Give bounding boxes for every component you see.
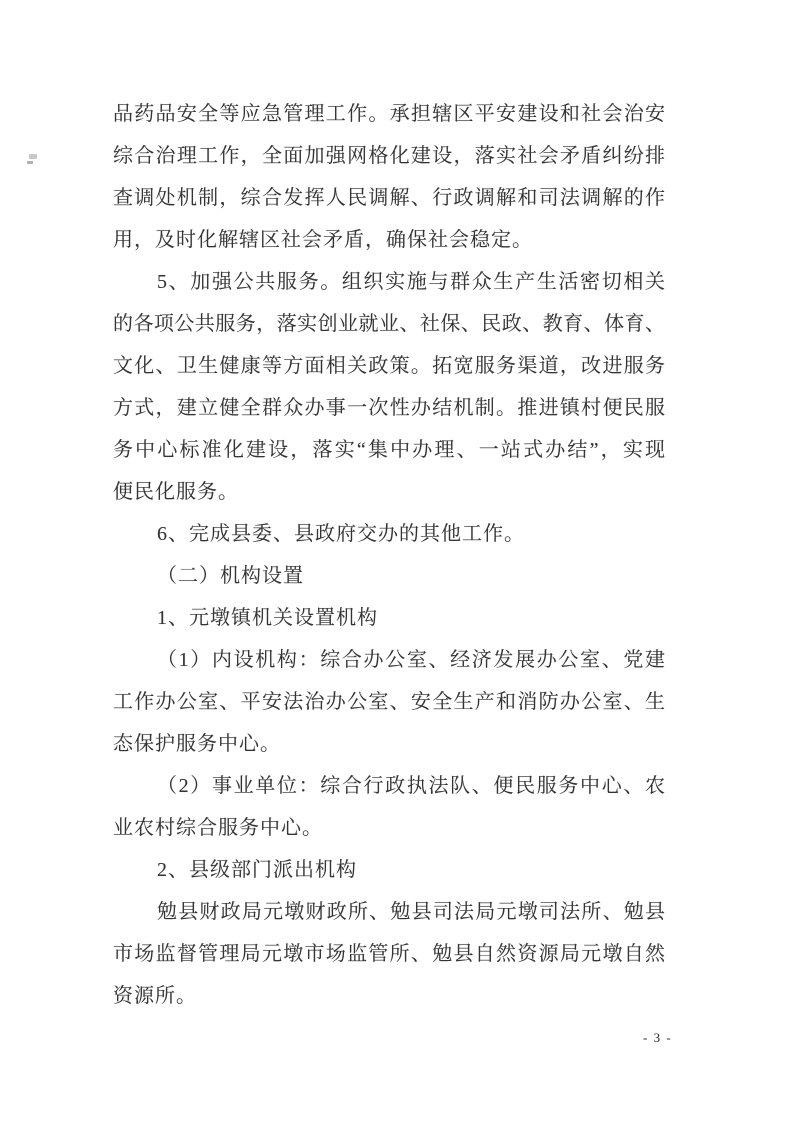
- text-line: 2、县级部门派出机构: [157, 859, 357, 881]
- text-line: （1）内设机构：综合办公室、经济发展办公室、党建: [157, 649, 665, 671]
- text-line: （2）事业单位：综合行政执法队、便民服务中心、农: [157, 775, 665, 797]
- text-line: 查调处机制，综合发挥人民调解、行政调解和司法调解的作: [113, 187, 665, 209]
- text-line: 资源所。: [113, 985, 197, 1007]
- text-line: 综合治理工作，全面加强网格化建设，落实社会矛盾纠纷排: [113, 145, 665, 167]
- text-line: 方式，建立健全群众办事一次性办结机制。推进镇村便民服: [113, 397, 665, 419]
- text-line: 品药品安全等应急管理工作。承担辖区平安建设和社会治安: [113, 103, 665, 125]
- scan-artifact: [29, 154, 37, 159]
- text-line: 的各项公共服务，落实创业就业、社保、民政、教育、体育、: [113, 313, 665, 335]
- text-line: 6、完成县委、县政府交办的其他工作。: [157, 523, 525, 545]
- text-line: 态保护服务中心。: [113, 733, 281, 755]
- text-line: 务中心标准化建设，落实“集中办理、一站式办结”，实现: [113, 439, 665, 461]
- document-body: [113, 93, 665, 1017]
- text-line: 文化、卫生健康等方面相关政策。拓宽服务渠道，改进服务: [113, 355, 665, 377]
- text-line: 工作办公室、平安法治办公室、安全生产和消防办公室、生: [113, 691, 665, 713]
- text-line: 便民化服务。: [113, 481, 239, 503]
- text-line: 市场监督管理局元墩市场监管所、勉县自然资源局元墩自然: [113, 943, 665, 965]
- text-line: 用，及时化解辖区社会矛盾，确保社会稳定。: [113, 229, 533, 251]
- text-line: 1、元墩镇机关设置机构: [157, 607, 378, 629]
- text-line: 勉县财政局元墩财政所、勉县司法局元墩司法所、勉县: [157, 901, 665, 923]
- text-line: （二）机构设置: [157, 565, 304, 587]
- text-line: 5、加强公共服务。组织实施与群众生产生活密切相关: [157, 271, 665, 293]
- page-number: - 3 -: [643, 1030, 673, 1045]
- text-line: 业农村综合服务中心。: [113, 817, 323, 839]
